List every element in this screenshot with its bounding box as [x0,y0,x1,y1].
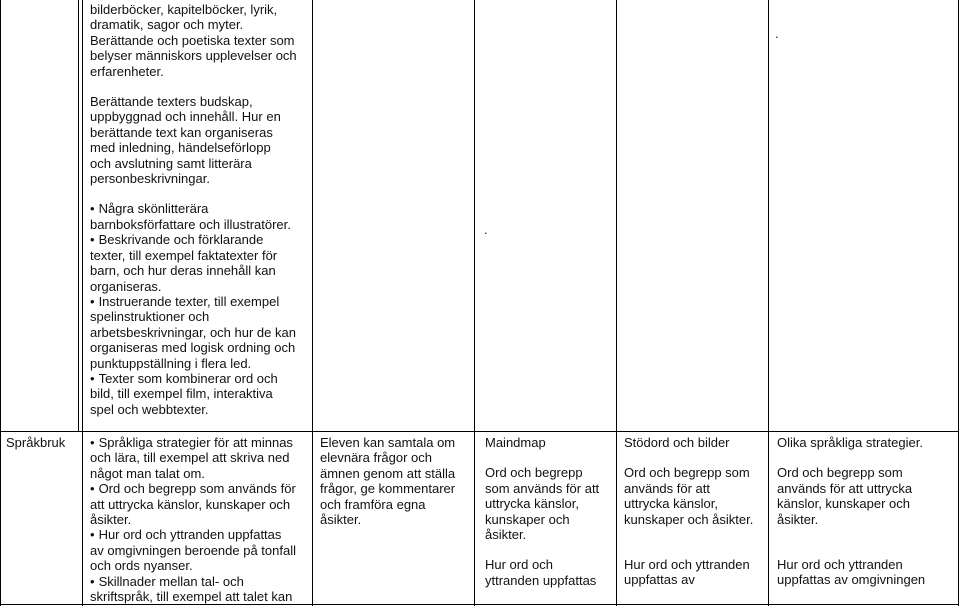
paragraph [90,2,310,79]
text-line: av omgivningen beroende på tonfall [90,542,296,558]
column-divider [82,0,83,606]
text-line: uppbyggnad och innehåll. Hur en [90,109,281,125]
text-line: Hur ord och yttranden [777,557,903,573]
paragraph [320,435,472,527]
text-line: erfarenheter. [90,63,164,79]
row-label: Språkbruk [6,435,66,450]
text-line: och avslutning samt litterära [90,155,252,171]
text-line: personbeskrivningar. [90,171,210,187]
text-line: spelinstruktioner och [90,309,210,325]
text-line: punktuppställning i flera led. [90,355,252,371]
column-divider [474,0,475,606]
text-line: organiseras med logisk ordning och [90,340,296,356]
table-border-right [958,0,959,606]
text-line: • Ord och begrepp som används för [90,481,310,496]
text-line: åsikter. [90,512,132,528]
text-line: barnboksförfattare och illustratörer. [90,216,291,232]
text-line: • Skillnader mellan tal- och [90,574,310,589]
text-line: uttrycka känslor, [485,496,579,512]
text-line: • Hur ord och yttranden uppfattas [90,527,310,542]
text-line: Berättande och poetiska texter som [90,32,295,48]
text-line: yttranden uppfattas [485,572,597,588]
text-line: används för att [624,480,710,496]
text-line: kunskaper och åsikter. [624,511,754,527]
text-line: åsikter. [485,527,527,543]
text-line: frågor, ge kommentarer [320,481,456,497]
paragraph [624,465,766,527]
column-divider [616,0,617,606]
bullet-item [90,481,310,527]
paragraph [624,557,766,588]
text-line: barn, och hur deras innehåll kan [90,263,276,279]
paragraph [777,465,957,527]
goal-cell [320,435,472,527]
text-line: bilderböcker, kapitelböcker, lyrik, [90,2,278,17]
bullet-item [90,201,310,232]
cell-title: Stödord och bilder [624,435,730,450]
paragraph [777,557,957,588]
text-line: • Några skönlitterära [90,201,310,216]
bullet-item [90,435,310,481]
text-line: kunskaper och [485,511,570,527]
paragraph [485,465,615,542]
text-line: uttrycka känslor, [624,496,718,512]
method-cell-maindmap [485,435,615,588]
text-line: dramatik, sagor och myter. [90,17,244,33]
text-line: uppfattas av [624,572,695,588]
text-line: skriftspråk, till exempel att talet kan [90,589,293,605]
text-line: används för att uttrycka [777,480,913,496]
bullet-item [90,371,310,417]
text-line: • Språkliga strategier för att minnas [90,435,310,450]
method-cell-stodord [624,435,766,588]
paragraph [90,94,310,186]
text-line: Eleven kan samtala om [320,435,456,450]
text-line: belyser människors upplevelser och [90,48,297,64]
text-line: och ords nyanser. [90,558,193,574]
text-line: åsikter. [777,511,819,527]
text-line: uppfattas av omgivningen [777,572,926,588]
text-line: berättande text kan organiseras [90,124,273,140]
text-line: • Texter som kombinerar ord och [90,371,310,386]
text-line: • Beskrivande och förklarande [90,232,310,247]
text-line: Ord och begrepp [485,465,583,481]
table-border-left [0,0,1,606]
bullet-item [90,232,310,294]
row-divider [0,431,959,432]
text-line: Hur ord och [485,557,553,573]
bullet-item [90,294,310,371]
bullet-item [90,527,310,573]
text-line: arbetsbeskrivningar, och hur de kan [90,324,296,340]
text-line: bild, till exempel film, interaktiva [90,386,273,402]
column-divider [312,0,313,606]
text-line: som används för att [485,480,600,496]
content-cell-sprakbruk [90,435,310,604]
text-line: och lära, till exempel att skriva ned [90,450,290,466]
cell-title: Maindmap [485,435,546,450]
column-divider [768,0,769,606]
content-cell-top [90,2,310,417]
text-line: med inledning, händelseförlopp [90,140,271,156]
method-cell-strategier [777,435,957,588]
text-line: spel och webbtexter. [90,401,209,417]
paragraph [485,557,615,588]
text-line: och framföra egna [320,496,426,512]
text-line: Ord och begrepp som [624,465,750,481]
text-line: känslor, kunskaper och [777,496,910,512]
text-line: elevnära frågor och [320,450,433,466]
column-divider [78,0,79,432]
placeholder-dot: . [775,26,779,41]
text-line: texter, till exempel faktatexter för [90,247,278,263]
text-line: • Instruerande texter, till exempel [90,294,310,309]
text-line: Hur ord och yttranden [624,557,750,573]
text-line: åsikter. [320,512,362,528]
text-line: ämnen genom att ställa [320,465,456,481]
bullet-item [90,574,310,605]
text-line: något man talat om. [90,465,205,481]
text-line: att uttrycka känslor, kunskaper och [90,496,291,512]
placeholder-dot: . [484,222,488,237]
cell-title: Olika språkliga strategier. [777,435,923,450]
text-line: Berättande texters budskap, [90,94,253,110]
text-line: organiseras. [90,278,162,294]
text-line: Ord och begrepp som [777,465,903,481]
